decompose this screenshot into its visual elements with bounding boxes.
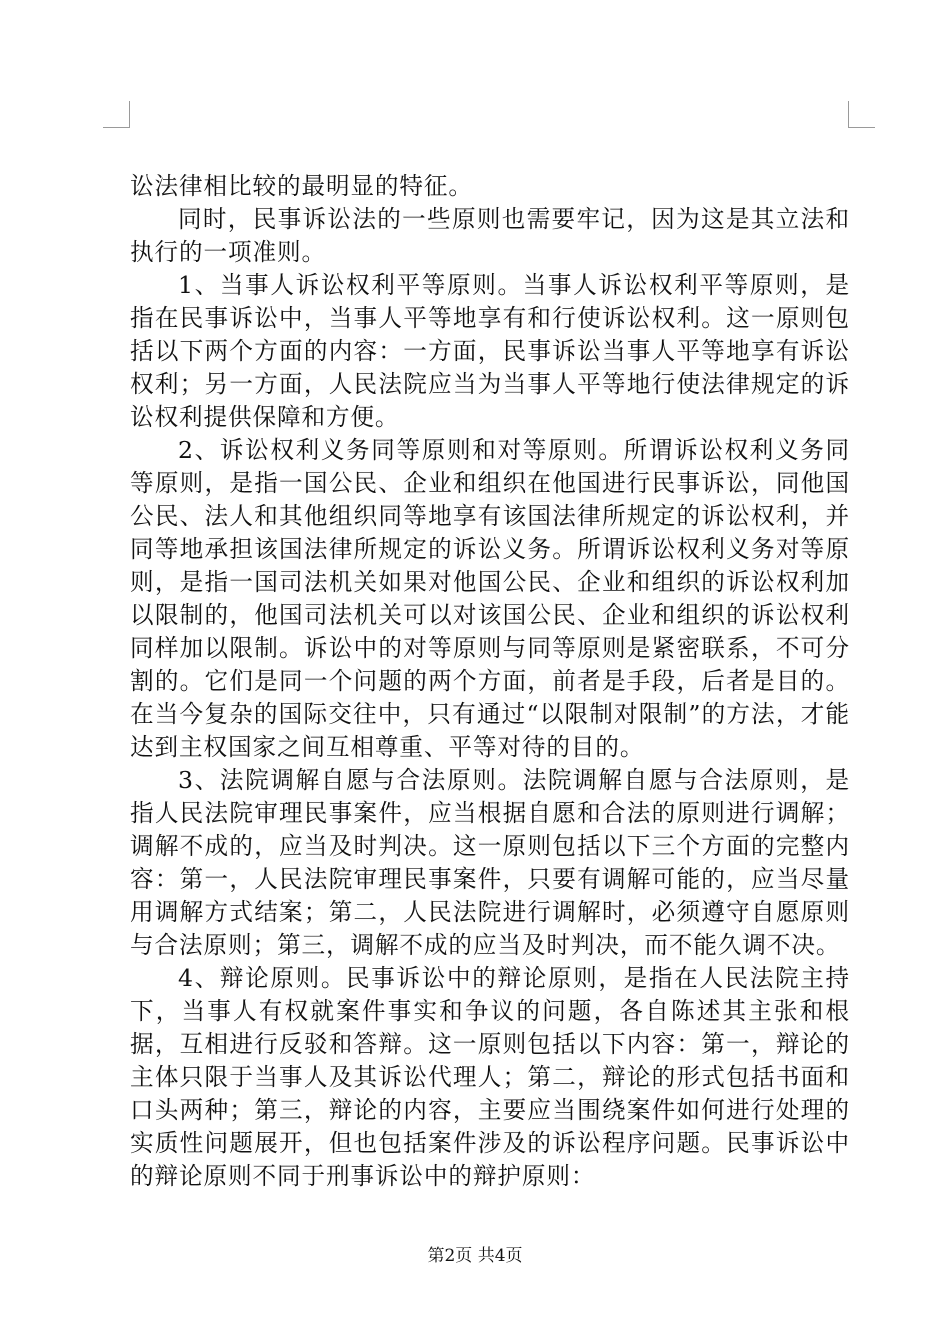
- crop-mark-top-left: [103, 101, 130, 128]
- paragraph-continuation: 讼法律相比较的最明显的特征。: [130, 172, 473, 200]
- crop-mark-top-right: [848, 101, 875, 128]
- page-number: 第2页 共4页: [427, 1246, 523, 1266]
- page-footer: [0, 1245, 950, 1267]
- paragraph-principle-1: 1、当事人诉讼权利平等原则。当事人诉讼权利平等原则，是指在民事诉讼中，当事人平等地享有和行使诉讼权利。这一原则包括以下两个方面的内容：一方面，民事诉讼当事人平等地享有诉讼权利；另一方面，人民法院应当为当事人平等地行使法律规定的诉讼权利提供保障和方便。: [130, 271, 850, 431]
- paragraph-principle-4: 4、辩论原则。民事诉讼中的辩论原则，是指在人民法院主持下，当事人有权就案件事实和争议的问题，各自陈述其主张和根据，互相进行反驳和答辩。这一原则包括以下内容：第一，辩论的主体只限于当事人及其诉讼代理人；第二，辩论的形式包括书面和口头两种；第三，辩论的内容，主要应当围绕案件如何进行处理的实质性问题展开，但也包括案件涉及的诉讼程序问题。民事诉讼中的辩论原则不同于刑事诉讼中的辩护原则：: [130, 964, 850, 1190]
- paragraph-principle-3: 3、法院调解自愿与合法原则。法院调解自愿与合法原则，是指人民法院审理民事案件，应当根据自愿和合法的原则进行调解；调解不成的，应当及时判决。这一原则包括以下三个方面的完整内容：第一，人民法院审理民事案件，只要有调解可能的，应当尽量用调解方式结案；第二，人民法院进行调解时，必须遵守自愿原则与合法原则；第三，调解不成的应当及时判决，而不能久调不决。: [130, 766, 850, 959]
- body-text: [130, 170, 850, 1193]
- paragraph-principle-2: 2、诉讼权利义务同等原则和对等原则。所谓诉讼权利义务同等原则，是指一国公民、企业和组织在他国进行民事诉讼，同他国公民、法人和其他组织同等地享有该国法律所规定的诉讼权利，并同等地承担该国法律所规定的诉讼义务。所谓诉讼权利义务对等原则，是指一国司法机关如果对他国公民、企业和组织的诉讼权利加以限制的，他国司法机关可以对该国公民、企业和组织的诉讼权利同样加以限制。诉讼中的对等原则与同等原则是紧密联系，不可分割的。它们是同一个问题的两个方面，前者是手段，后者是目的。在当今复杂的国际交往中，只有通过“以限制对限制”的方法，才能达到主权国家之间互相尊重、平等对待的目的。: [130, 436, 850, 761]
- paragraph-intro: 同时，民事诉讼法的一些原则也需要牢记，因为这是其立法和执行的一项准则。: [130, 205, 850, 266]
